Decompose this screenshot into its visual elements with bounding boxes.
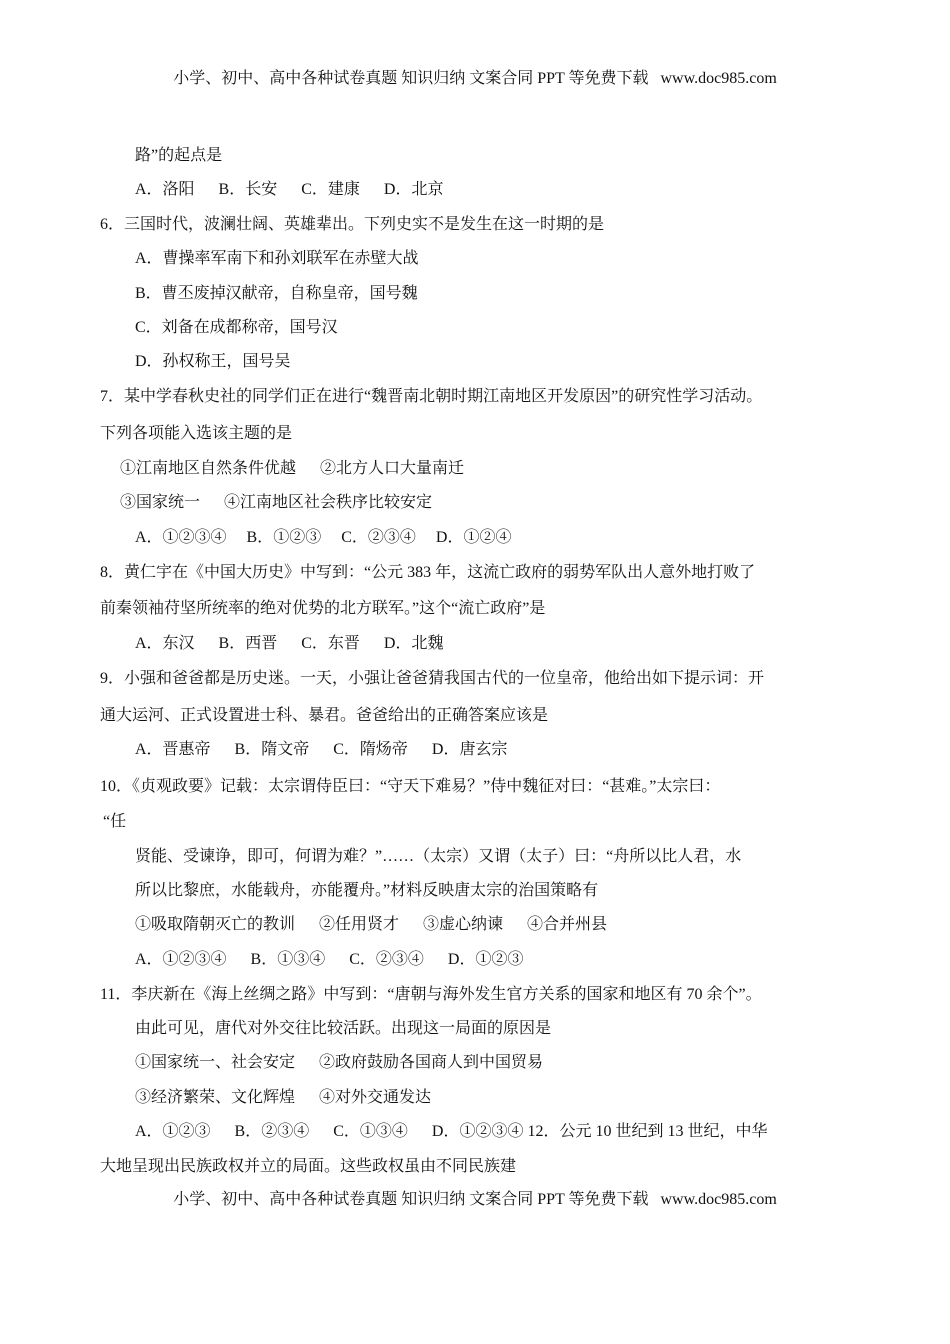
text-line: ③经济繁荣、文化辉煌 ④对外交通发达 [135, 1089, 432, 1106]
text-line: A．①②③ B．②③④ C．①③④ D．①②③④ 12．公元 10 世纪到 13 世纪，中华 [135, 1123, 768, 1140]
text-line: 路”的起点是 [135, 147, 223, 164]
text-line: 10．《贞观政要》记载：太宗谓侍臣曰：“守天下难易？”侍中魏征对曰：“甚难。”太宗曰： [100, 778, 721, 795]
text-line: 7．某中学春秋史社的同学们正在进行“魏晋南北朝时期江南地区开发原因”的研究性学习活动。 [100, 388, 763, 405]
text-line: 8．黄仁宇在《中国大历史》中写到：“公元 383 年，这流亡政府的弱势军队出人意外地打败了 [100, 564, 756, 581]
text-line: A．晋惠帝 B．隋文帝 C．隋炀帝 D．唐玄宗 [135, 741, 508, 758]
text-line: ①吸取隋朝灭亡的教训 ②任用贤才 ③虚心纳谏 ④合并州县 [135, 916, 608, 933]
text-line: 前秦领袖苻坚所统率的绝对优势的北方联军。”这个“流亡政府”是 [100, 600, 546, 617]
text-line: ③国家统一 ④江南地区社会秩序比较安定 [120, 494, 433, 511]
text-line: 下列各项能入选该主题的是 [100, 425, 293, 442]
text-line: 通大运河、正式设置进士科、暴君。爸爸给出的正确答案应该是 [100, 707, 549, 724]
text-line: 9．小强和爸爸都是历史迷。一天，小强让爸爸猜我国古代的一位皇帝，他给出如下提示词：开 [100, 670, 765, 687]
page-footer: 小学、初中、高中各种试卷真题 知识归纳 文案合同 PPT 等免费下载 www.doc985.com [173, 1191, 777, 1208]
text-line: ①国家统一、社会安定 ②政府鼓励各国商人到中国贸易 [135, 1054, 544, 1071]
text-line: 由此可见，唐代对外交往比较活跃。出现这一局面的原因是 [135, 1020, 552, 1037]
text-line: 大地呈现出民族政权并立的局面。这些政权虽由不同民族建 [100, 1158, 517, 1175]
text-line: 所以比黎庶，水能载舟，亦能覆舟。”材料反映唐太宗的治国策略有 [135, 882, 599, 899]
text-line: A．曹操率军南下和孙刘联军在赤壁大战 [135, 250, 419, 267]
text-line: B．曹丕废掉汉献帝，自称皇帝，国号魏 [135, 285, 418, 302]
text-line: ①江南地区自然条件优越 ②北方人口大量南迁 [120, 460, 465, 477]
text-line: A．①②③④ B．①③④ C．②③④ D．①②③ [135, 951, 524, 968]
text-line: D．孙权称王，国号吴 [135, 353, 291, 370]
text-line: A．①②③④ B．①②③ C．②③④ D．①②④ [135, 529, 512, 546]
text-line: A．洛阳 B．长安 C．建康 D．北京 [135, 181, 444, 198]
text-line: 贤能、受谏诤，即可，何谓为难？”……（太宗）又谓（太子）曰：“舟所以比人君，水 [135, 848, 742, 865]
text-line: A．东汉 B．西晋 C．东晋 D．北魏 [135, 635, 444, 652]
text-line: “任 [103, 813, 127, 830]
page-header: 小学、初中、高中各种试卷真题 知识归纳 文案合同 PPT 等免费下载 www.doc985.com [173, 70, 777, 87]
text-line: 6．三国时代，波澜壮阔、英雄辈出。下列史实不是发生在这一时期的是 [100, 216, 605, 233]
text-line: C．刘备在成都称帝，国号汉 [135, 319, 338, 336]
text-line: 11．李庆新在《海上丝绸之路》中写到：“唐朝与海外发生官方关系的国家和地区有 70 余个”。 [100, 986, 762, 1003]
